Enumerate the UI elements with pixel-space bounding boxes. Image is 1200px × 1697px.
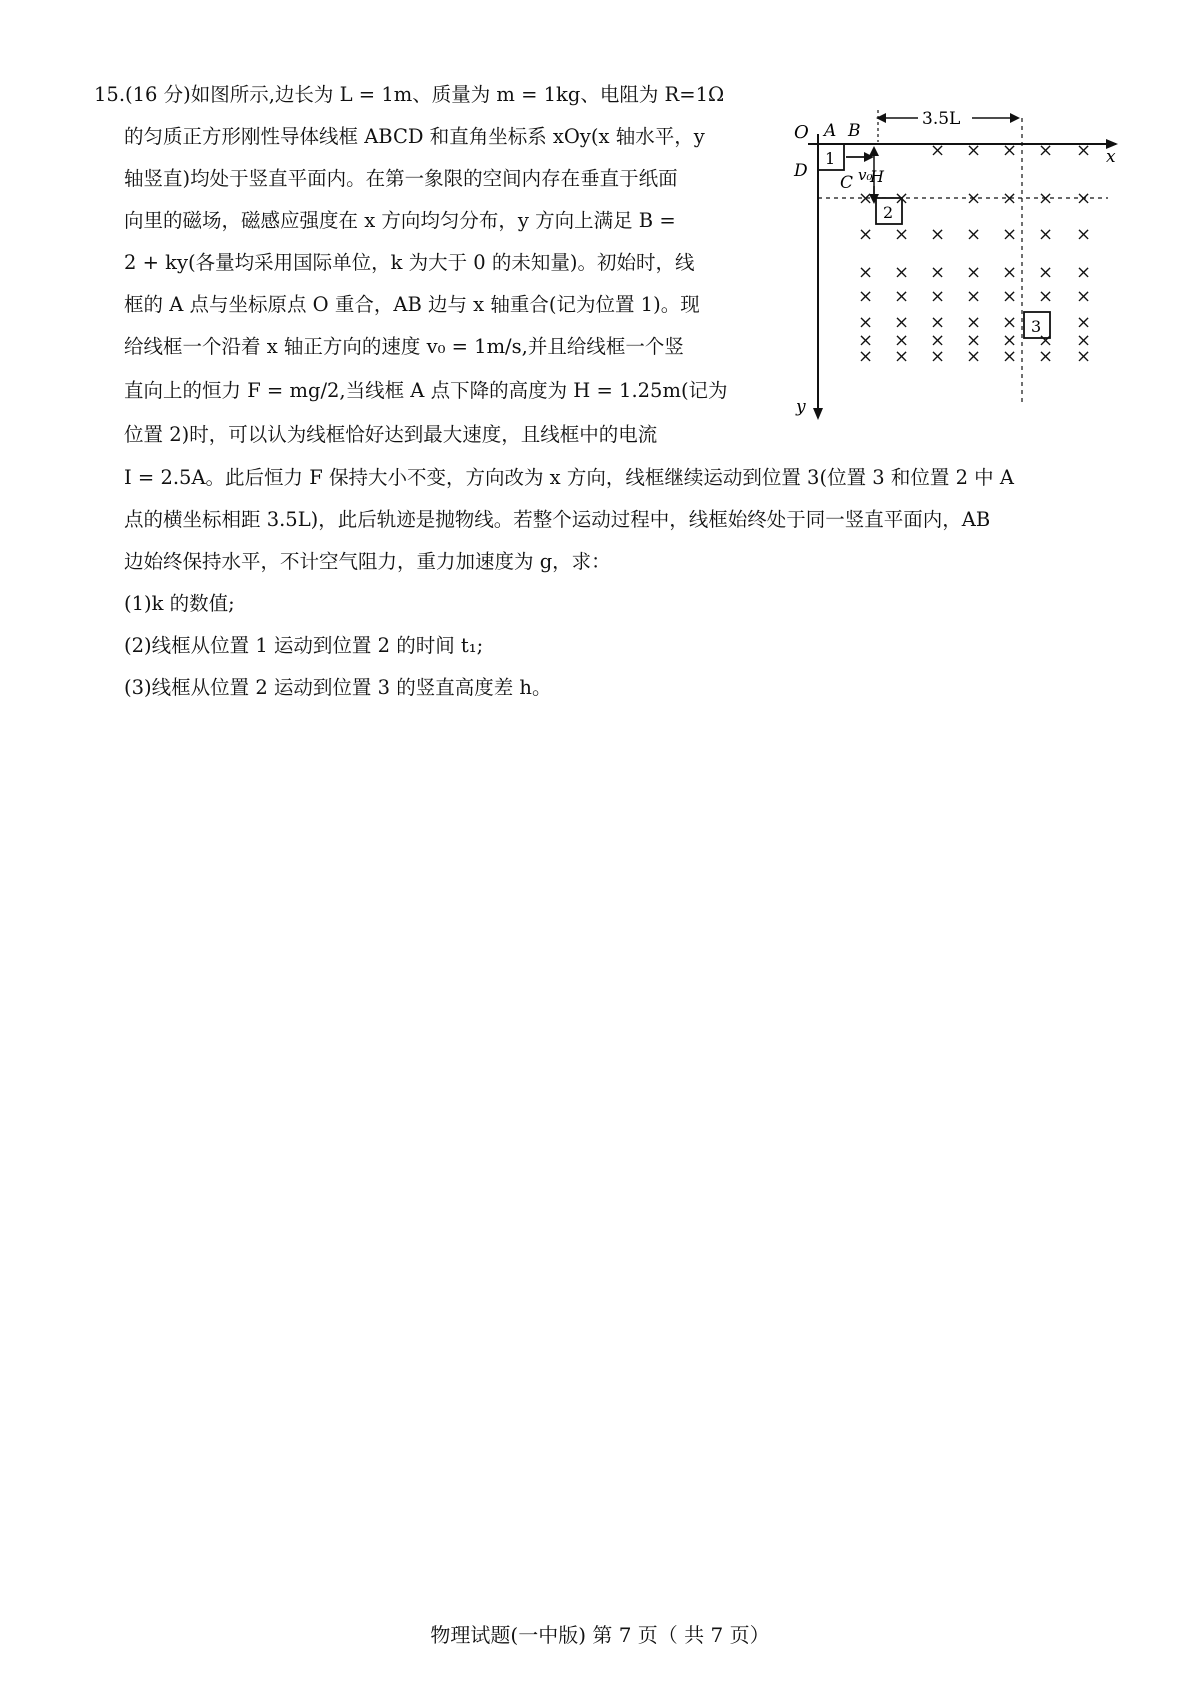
field-cross-symbol: ×	[1002, 188, 1018, 209]
label-b: B	[848, 121, 861, 141]
field-cross-symbol: ×	[894, 312, 910, 333]
sub-question-1: (1)k 的数值;	[124, 592, 235, 615]
magnetic-field-figure	[778, 106, 1124, 424]
label-pos2: 2	[883, 203, 894, 222]
field-cross-symbol: ×	[1002, 312, 1018, 333]
question-full-line-2-text: 点的横坐标相距 3.5L)，此后轨迹是抛物线。若整个运动过程中，线框始终处于同一竖直平面内，AB	[124, 508, 991, 531]
field-cross-symbol: ×	[930, 286, 946, 307]
field-cross-symbol: ×	[1002, 286, 1018, 307]
field-cross-symbol: ×	[1076, 330, 1092, 351]
question-line-8	[124, 376, 728, 406]
question-line-4	[124, 206, 676, 236]
question-line-3	[124, 164, 678, 194]
field-cross-symbol: ×	[930, 312, 946, 333]
field-cross-symbol: ×	[1002, 262, 1018, 283]
field-cross-symbol: ×	[966, 140, 982, 161]
distance-arrow-right	[1010, 113, 1020, 123]
field-cross-symbol: ×	[1002, 224, 1018, 245]
field-cross-symbol: ×	[966, 346, 982, 367]
field-cross-symbol: ×	[894, 224, 910, 245]
field-cross-symbol: ×	[1038, 224, 1054, 245]
label-pos1: 1	[825, 149, 836, 168]
field-cross-symbol: ×	[1076, 262, 1092, 283]
label-x-axis: x	[1106, 147, 1116, 167]
field-cross-symbol: ×	[1076, 188, 1092, 209]
field-cross-symbol: ×	[894, 330, 910, 351]
question-line-2	[124, 122, 705, 152]
question-full-line-1	[124, 463, 1014, 493]
label-d: D	[794, 161, 808, 181]
field-cross-symbol: ×	[966, 286, 982, 307]
label-distance: 3.5L	[922, 109, 961, 129]
field-cross-symbol: ×	[1038, 188, 1054, 209]
label-a: A	[824, 121, 837, 141]
label-y-axis: y	[796, 397, 806, 417]
label-velocity: v₀	[858, 166, 873, 184]
field-cross-symbol: ×	[858, 346, 874, 367]
question-line-4-text: 向里的磁场，磁感应强度在 x 方向均匀分布，y 方向上满足 B =	[124, 209, 676, 232]
question-line-5-text: 2 + ky(各量均采用国际单位，k 为大于 0 的未知量)。初始时，线	[124, 251, 695, 274]
field-cross-symbol: ×	[930, 140, 946, 161]
question-line-7-text: 给线框一个沿着 x 轴正方向的速度 v₀ = 1m/s,并且给线框一个竖	[124, 335, 684, 358]
height-arrow-up	[869, 146, 879, 156]
field-cross-symbol: ×	[930, 224, 946, 245]
label-pos3: 3	[1031, 317, 1042, 336]
field-cross-symbol: ×	[858, 330, 874, 351]
field-cross-symbol: ×	[894, 286, 910, 307]
field-cross-symbol: ×	[966, 224, 982, 245]
question-line-2-text: 的匀质正方形刚性导体线框 ABCD 和直角坐标系 xOy(x 轴水平，y	[124, 125, 705, 148]
question-line-1	[94, 80, 724, 110]
label-height: H	[870, 167, 884, 186]
field-cross-symbol: ×	[966, 262, 982, 283]
field-cross-symbol: ×	[1038, 140, 1054, 161]
field-cross-symbol: ×	[1038, 346, 1054, 367]
question-line-3-text: 轴竖直)均处于竖直平面内。在第一象限的空间内存在垂直于纸面	[124, 167, 678, 190]
field-cross-symbol: ×	[1038, 262, 1054, 283]
label-origin: O	[794, 122, 809, 143]
sub-question-2: (2)线框从位置 1 运动到位置 2 的时间 t₁;	[124, 634, 484, 657]
question-full-line-3	[124, 547, 611, 577]
magnetic-field-crosses	[858, 140, 1091, 367]
field-cross-symbol: ×	[1076, 224, 1092, 245]
question-full-line-3-text: 边始终保持水平，不计空气阻力，重力加速度为 g，求：	[124, 550, 611, 573]
figure-svg	[778, 106, 1124, 424]
field-cross-symbol: ×	[1038, 286, 1054, 307]
field-cross-symbol: ×	[1076, 346, 1092, 367]
question-line-1-text: 15.(16 分)如图所示,边长为 L = 1m、质量为 m = 1kg、电阻为 R=1Ω	[94, 83, 725, 106]
field-cross-symbol: ×	[966, 188, 982, 209]
field-cross-symbol: ×	[1076, 140, 1092, 161]
field-cross-symbol: ×	[930, 330, 946, 351]
field-cross-symbol: ×	[858, 312, 874, 333]
field-cross-symbol: ×	[858, 286, 874, 307]
field-cross-symbol: ×	[858, 188, 874, 209]
field-cross-symbol: ×	[1002, 346, 1018, 367]
field-cross-symbol: ×	[966, 312, 982, 333]
field-cross-symbol: ×	[894, 346, 910, 367]
field-cross-symbol: ×	[858, 224, 874, 245]
y-axis-arrow	[813, 408, 823, 420]
sub-question-3: (3)线框从位置 2 运动到位置 3 的竖直高度差 h。	[124, 676, 552, 699]
field-cross-symbol: ×	[930, 346, 946, 367]
field-cross-symbol: ×	[894, 262, 910, 283]
field-cross-symbol: ×	[1076, 286, 1092, 307]
field-cross-symbol: ×	[930, 262, 946, 283]
field-cross-symbol: ×	[858, 262, 874, 283]
question-line-6-text: 框的 A 点与坐标原点 O 重合，AB 边与 x 轴重合(记为位置 1)。现	[124, 293, 700, 316]
field-cross-symbol: ×	[894, 188, 910, 209]
field-cross-symbol: ×	[1038, 330, 1054, 351]
field-cross-symbol: ×	[966, 330, 982, 351]
field-cross-symbol: ×	[1002, 330, 1018, 351]
question-full-line-2	[124, 505, 990, 535]
field-cross-symbol: ×	[1076, 312, 1092, 333]
question-line-8-text: 直向上的恒力 F = mg/2,当线框 A 点下降的高度为 H = 1.25m(记为	[124, 379, 728, 402]
page-footer: 物理试题(一中版) 第 7 页（ 共 7 页）	[430, 1623, 770, 1647]
question-full-line-1-text: I = 2.5A。此后恒力 F 保持大小不变，方向改为 x 方向，线框继续运动到位置 3(位置 3 和位置 2 中 A	[124, 466, 1014, 489]
question-line-5	[124, 248, 695, 278]
label-c: C	[840, 173, 854, 193]
question-line-9	[124, 420, 657, 450]
question-line-6	[124, 290, 700, 320]
field-cross-symbol: ×	[1002, 140, 1018, 161]
question-line-7	[124, 332, 684, 362]
question-line-9-text: 位置 2)时，可以认为线框恰好达到最大速度，且线框中的电流	[124, 423, 658, 446]
